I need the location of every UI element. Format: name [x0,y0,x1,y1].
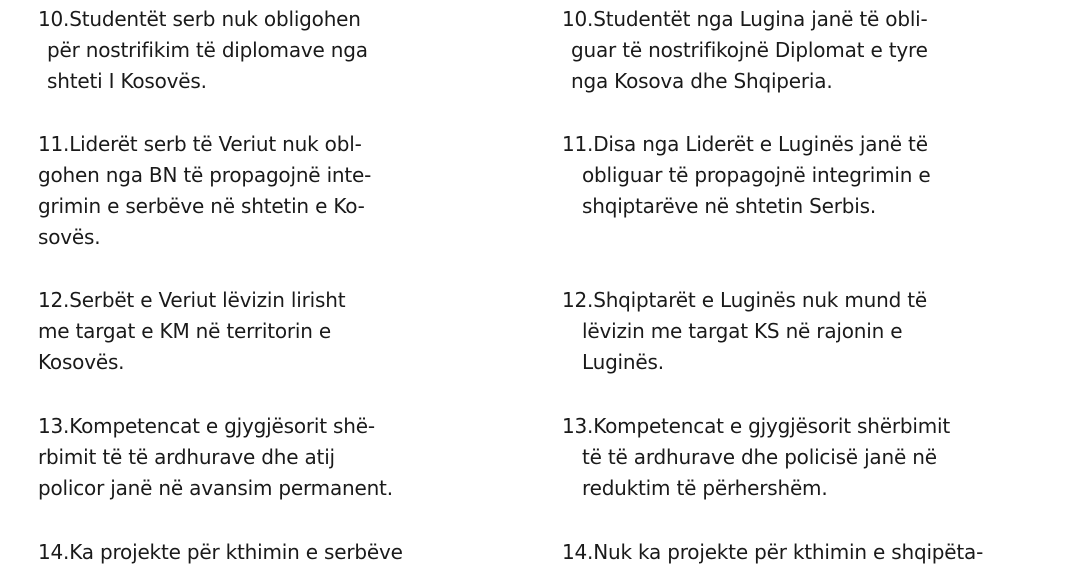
text-line: 13.Kompetencat e gjygjësorit shë- [38,414,375,438]
text-line: 10.Studentët nga Lugina janë të obli- [562,7,928,31]
text-line: 13.Kompetencat e gjygjësorit shërbimit [562,414,951,438]
right-item-12 [562,285,1042,378]
right-item-13 [562,411,1042,504]
text-line: rbimit të të ardhurave dhe atij [38,445,335,469]
text-line: Kosovës. [38,350,125,374]
text-line: 12.Serbët e Veriut lëvizin lirisht [38,288,346,312]
left-item-14 [38,537,478,568]
text-line: shqiptarëve në shtetin Serbis. [582,194,876,218]
left-item-12 [38,285,478,378]
text-line: 10.Studentët serb nuk obligohen [38,7,361,31]
text-line: 12.Shqiptarët e Luginës nuk mund të [562,288,927,312]
text-line: nga Kosova dhe Shqiperia. [571,69,833,93]
right-item-11 [562,129,1042,222]
text-line: për nostrifikim të diplomave nga [47,38,368,62]
right-item-14 [562,537,1042,568]
left-item-11 [38,129,478,253]
text-line: të të ardhurave dhe policisë janë në [582,445,937,469]
text-line: lëvizin me targat KS në rajonin e [582,319,903,343]
text-line: obliguar të propagojnë integrimin e [582,163,931,187]
text-line: gohen nga BN të propagojnë inte- [38,163,372,187]
text-line: me targat e KM në territorin e [38,319,331,343]
text-line: grimin e serbëve në shtetin e Ko- [38,194,365,218]
text-line: guar të nostrifikojnë Diplomat e tyre [571,38,928,62]
text-line: 14.Nuk ka projekte për kthimin e shqipëta- [562,540,984,564]
text-line: 11.Disa nga Liderët e Luginës janë të [562,132,928,156]
text-line: 14.Ka projekte për kthimin e serbëve [38,540,403,564]
right-item-10 [562,4,1042,97]
text-line: sovës. [38,225,101,249]
left-item-10 [38,4,478,97]
left-item-13 [38,411,478,504]
text-line: Luginës. [582,350,664,374]
text-line: reduktim të përhershëm. [582,476,828,500]
text-line: shteti I Kosovës. [47,69,207,93]
text-line: 11.Liderët serb të Veriut nuk obl- [38,132,362,156]
text-line: policor janë në avansim permanent. [38,476,393,500]
